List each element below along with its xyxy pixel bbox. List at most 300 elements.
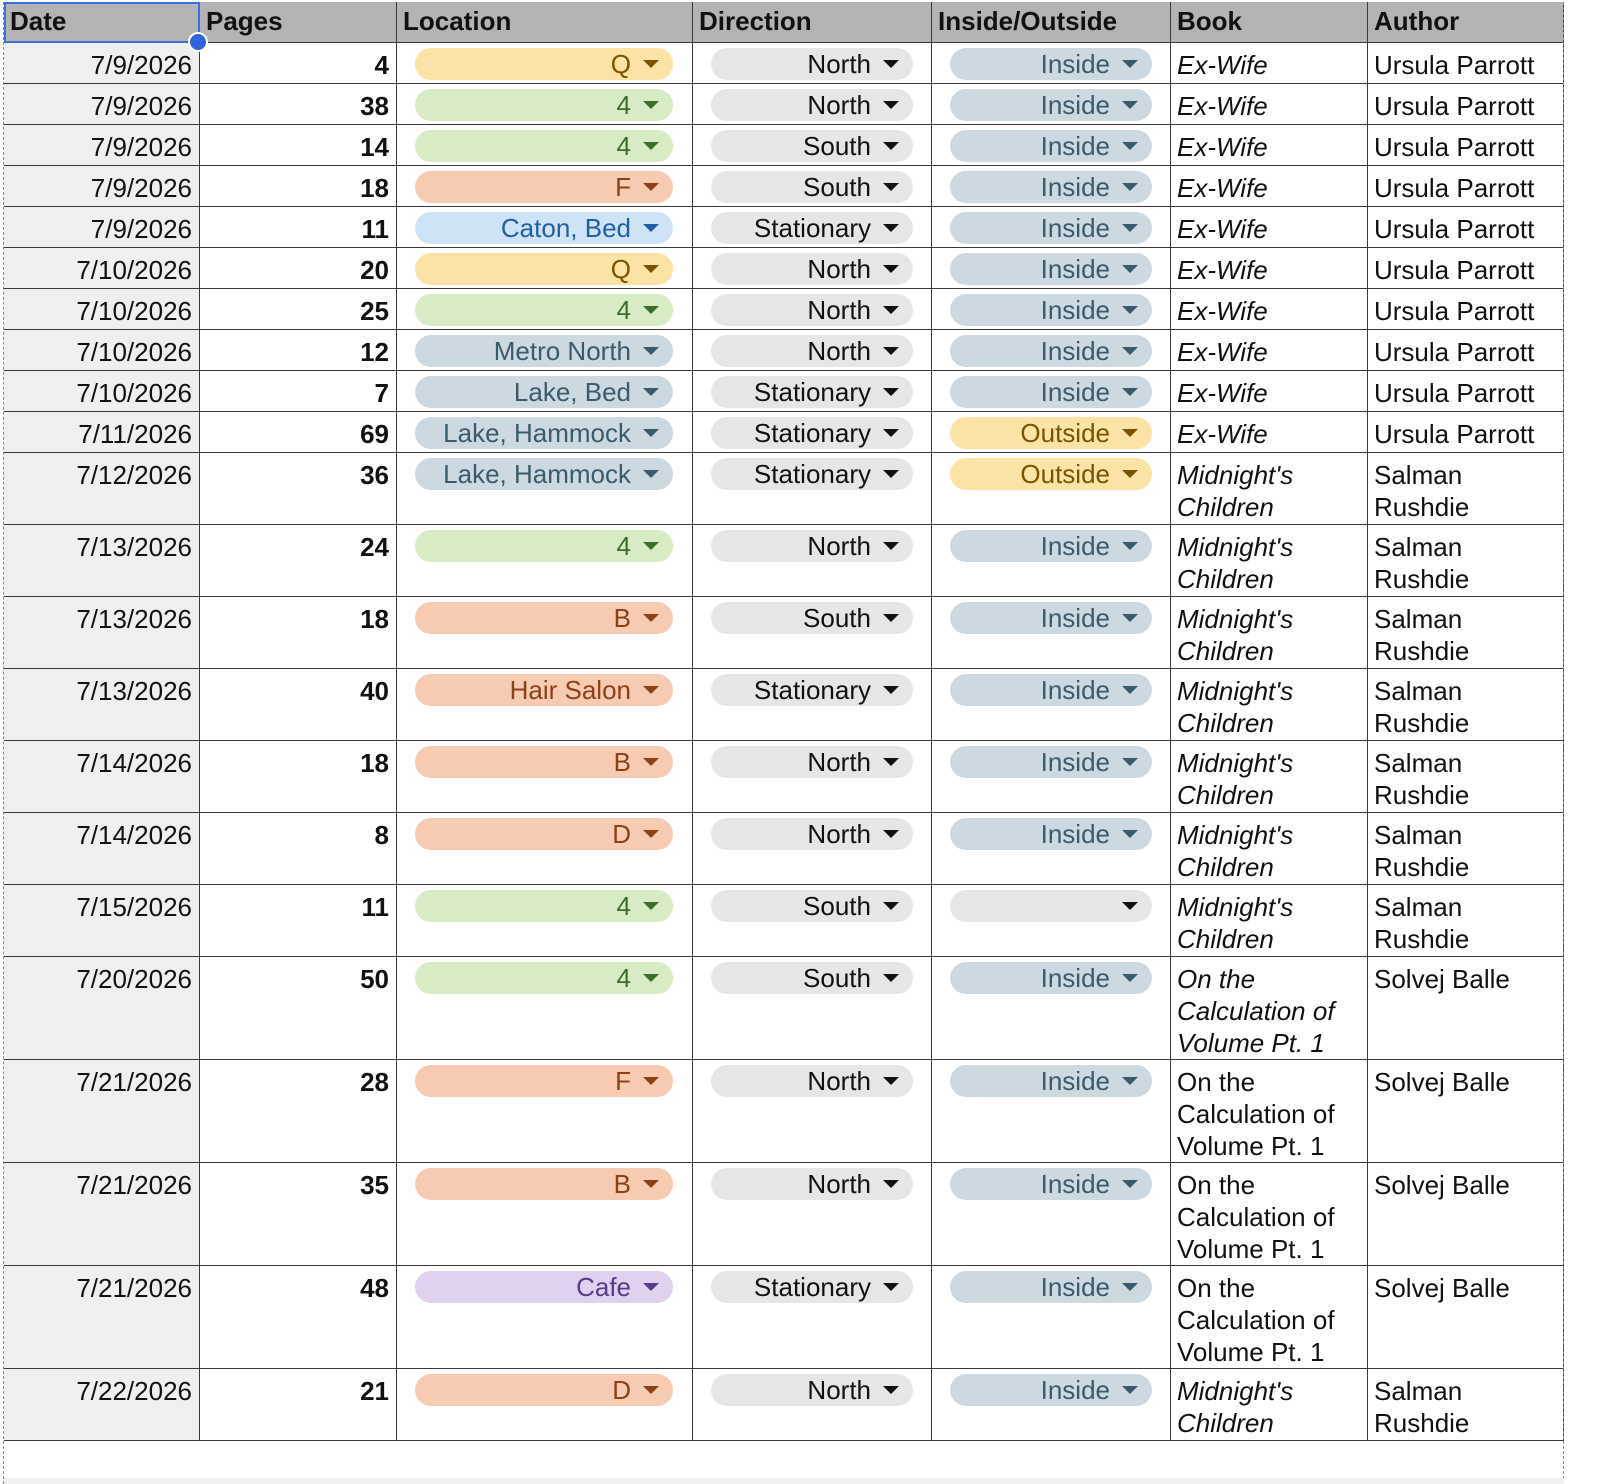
header-date-label: Date	[10, 6, 67, 36]
loc-dropdown[interactable]	[415, 746, 673, 778]
location-cell[interactable]	[397, 957, 693, 1060]
dir-dropdown[interactable]	[711, 130, 913, 162]
direction-cell[interactable]	[693, 207, 932, 248]
chevron-down-icon[interactable]	[883, 830, 899, 838]
table-row	[4, 1060, 1564, 1163]
chevron-down-icon[interactable]	[643, 1077, 659, 1085]
dir-dropdown[interactable]	[711, 1168, 913, 1200]
author-cell[interactable]: Ursula Parrott	[1368, 207, 1564, 248]
chevron-down-icon[interactable]	[643, 388, 659, 396]
author-cell[interactable]: Solvej Balle	[1368, 1266, 1564, 1369]
io-dropdown[interactable]	[950, 1168, 1152, 1200]
author-cell[interactable]: Ursula Parrott	[1368, 43, 1564, 84]
book-cell[interactable]: Midnight's Children	[1171, 525, 1368, 597]
io-dropdown[interactable]	[950, 376, 1152, 408]
direction-cell[interactable]	[693, 289, 932, 330]
location-cell[interactable]	[397, 330, 693, 371]
pages-cell[interactable]: 25	[200, 289, 397, 330]
loc-dropdown[interactable]	[415, 130, 673, 162]
book-cell[interactable]: Midnight's Children	[1171, 885, 1368, 957]
author-cell[interactable]: Ursula Parrott	[1368, 289, 1564, 330]
io-dropdown[interactable]	[950, 674, 1152, 706]
chevron-down-icon[interactable]	[1122, 542, 1138, 550]
direction-cell[interactable]	[693, 669, 932, 741]
chevron-down-icon[interactable]	[643, 429, 659, 437]
dir-dropdown[interactable]	[711, 458, 913, 490]
direction-cell[interactable]	[693, 525, 932, 597]
book-cell[interactable]: Ex-Wife	[1171, 330, 1368, 371]
io-dropdown[interactable]	[950, 171, 1152, 203]
inside-outside-cell[interactable]	[932, 371, 1171, 412]
chevron-down-icon[interactable]	[1122, 306, 1138, 314]
inside-outside-cell[interactable]	[932, 330, 1171, 371]
author-cell[interactable]: Salman Rushdie	[1368, 885, 1564, 957]
dir-dropdown[interactable]	[711, 1065, 913, 1097]
location-cell[interactable]	[397, 166, 693, 207]
date-cell[interactable]: 7/9/2026	[4, 207, 200, 248]
dir-value: South	[803, 131, 871, 161]
loc-dropdown[interactable]	[415, 962, 673, 994]
book-cell[interactable]: On the Calculation of Volume Pt. 1	[1171, 1060, 1368, 1163]
book-cell[interactable]: Ex-Wife	[1171, 289, 1368, 330]
location-cell[interactable]	[397, 525, 693, 597]
io-dropdown[interactable]	[950, 890, 1152, 922]
pages-cell[interactable]: 24	[200, 525, 397, 597]
chevron-down-icon[interactable]	[883, 758, 899, 766]
chevron-down-icon[interactable]	[1122, 974, 1138, 982]
pages-cell[interactable]: 21	[200, 1369, 397, 1441]
chevron-down-icon[interactable]	[1122, 1180, 1138, 1188]
chevron-down-icon[interactable]	[1122, 686, 1138, 694]
chevron-down-icon[interactable]	[643, 183, 659, 191]
pages-cell[interactable]: 48	[200, 1266, 397, 1369]
pages-cell[interactable]: 28	[200, 1060, 397, 1163]
author-cell[interactable]: Ursula Parrott	[1368, 166, 1564, 207]
book-cell[interactable]: Ex-Wife	[1171, 43, 1368, 84]
inside-outside-cell[interactable]	[932, 1266, 1171, 1369]
chevron-down-icon[interactable]	[883, 1283, 899, 1291]
dir-dropdown[interactable]	[711, 962, 913, 994]
inside-outside-cell[interactable]	[932, 453, 1171, 525]
loc-dropdown[interactable]	[415, 674, 673, 706]
pages-cell[interactable]: 8	[200, 813, 397, 885]
pages-cell[interactable]: 18	[200, 166, 397, 207]
location-cell[interactable]	[397, 885, 693, 957]
loc-dropdown[interactable]	[415, 458, 673, 490]
chevron-down-icon[interactable]	[883, 101, 899, 109]
pages-cell[interactable]: 20	[200, 248, 397, 289]
io-dropdown[interactable]	[950, 130, 1152, 162]
chevron-down-icon[interactable]	[643, 902, 659, 910]
loc-dropdown[interactable]	[415, 1271, 673, 1303]
chevron-down-icon[interactable]	[883, 388, 899, 396]
location-cell[interactable]	[397, 597, 693, 669]
date-cell[interactable]: 7/13/2026	[4, 669, 200, 741]
io-dropdown[interactable]	[950, 1065, 1152, 1097]
chevron-down-icon[interactable]	[883, 142, 899, 150]
inside-outside-cell[interactable]	[932, 957, 1171, 1060]
header-author[interactable]	[1368, 2, 1564, 43]
loc-value: Metro North	[493, 336, 631, 366]
author-cell[interactable]: Ursula Parrott	[1368, 330, 1564, 371]
dir-dropdown[interactable]	[711, 746, 913, 778]
loc-dropdown[interactable]	[415, 890, 673, 922]
author-cell[interactable]: Salman Rushdie	[1368, 669, 1564, 741]
chevron-down-icon[interactable]	[643, 224, 659, 232]
author-cell[interactable]: Salman Rushdie	[1368, 597, 1564, 669]
book-cell[interactable]: Ex-Wife	[1171, 166, 1368, 207]
chevron-down-icon[interactable]	[883, 347, 899, 355]
inside-outside-cell[interactable]	[932, 166, 1171, 207]
direction-cell[interactable]	[693, 412, 932, 453]
pages-cell[interactable]: 14	[200, 125, 397, 166]
chevron-down-icon[interactable]	[883, 614, 899, 622]
book-cell[interactable]: Ex-Wife	[1171, 125, 1368, 166]
chevron-down-icon[interactable]	[643, 614, 659, 622]
loc-dropdown[interactable]	[415, 253, 673, 285]
location-cell[interactable]	[397, 207, 693, 248]
chevron-down-icon[interactable]	[883, 542, 899, 550]
direction-cell[interactable]	[693, 1163, 932, 1266]
inside-outside-cell[interactable]	[932, 289, 1171, 330]
direction-cell[interactable]	[693, 1266, 932, 1369]
location-cell[interactable]	[397, 289, 693, 330]
io-dropdown[interactable]	[950, 818, 1152, 850]
io-dropdown[interactable]	[950, 602, 1152, 634]
chevron-down-icon[interactable]	[883, 1180, 899, 1188]
date-cell[interactable]: 7/10/2026	[4, 248, 200, 289]
header-book[interactable]	[1171, 2, 1368, 43]
book-cell[interactable]: Ex-Wife	[1171, 412, 1368, 453]
date-cell[interactable]: 7/22/2026	[4, 1369, 200, 1441]
author-cell[interactable]: Salman Rushdie	[1368, 1369, 1564, 1441]
inside-outside-cell[interactable]	[932, 248, 1171, 289]
chevron-down-icon[interactable]	[643, 347, 659, 355]
header-direction[interactable]	[693, 2, 932, 43]
pages-cell[interactable]: 18	[200, 597, 397, 669]
inside-outside-cell[interactable]	[932, 669, 1171, 741]
chevron-down-icon[interactable]	[883, 1077, 899, 1085]
author-cell[interactable]: Solvej Balle	[1368, 1163, 1564, 1266]
io-dropdown[interactable]	[950, 253, 1152, 285]
io-dropdown[interactable]	[950, 1374, 1152, 1406]
inside-outside-cell[interactable]	[932, 125, 1171, 166]
date-cell[interactable]: 7/9/2026	[4, 125, 200, 166]
book-cell[interactable]: Midnight's Children	[1171, 453, 1368, 525]
author-cell[interactable]: Ursula Parrott	[1368, 248, 1564, 289]
date-cell[interactable]: 7/12/2026	[4, 453, 200, 525]
date-cell[interactable]: 7/10/2026	[4, 289, 200, 330]
direction-cell[interactable]	[693, 84, 932, 125]
date-cell[interactable]: 7/9/2026	[4, 166, 200, 207]
direction-cell[interactable]	[693, 125, 932, 166]
book-cell[interactable]: Midnight's Children	[1171, 741, 1368, 813]
chevron-down-icon[interactable]	[1122, 902, 1138, 910]
location-cell[interactable]	[397, 453, 693, 525]
dir-dropdown[interactable]	[711, 602, 913, 634]
inside-outside-cell[interactable]	[932, 43, 1171, 84]
chevron-down-icon[interactable]	[1122, 265, 1138, 273]
loc-dropdown[interactable]	[415, 376, 673, 408]
date-cell[interactable]: 7/14/2026	[4, 741, 200, 813]
inside-outside-cell[interactable]	[932, 207, 1171, 248]
author-cell[interactable]: Salman Rushdie	[1368, 813, 1564, 885]
table-row	[4, 813, 1564, 885]
chevron-down-icon[interactable]	[1122, 758, 1138, 766]
inside-outside-cell[interactable]	[932, 597, 1171, 669]
io-dropdown[interactable]	[950, 1271, 1152, 1303]
chevron-down-icon[interactable]	[1122, 470, 1138, 478]
chevron-down-icon[interactable]	[883, 306, 899, 314]
dir-dropdown[interactable]	[711, 335, 913, 367]
chevron-down-icon[interactable]	[643, 1180, 659, 1188]
direction-cell[interactable]	[693, 1369, 932, 1441]
loc-dropdown[interactable]	[415, 818, 673, 850]
loc-dropdown[interactable]	[415, 294, 673, 326]
chevron-down-icon[interactable]	[1122, 614, 1138, 622]
chevron-down-icon[interactable]	[1122, 224, 1138, 232]
io-dropdown[interactable]	[950, 335, 1152, 367]
chevron-down-icon[interactable]	[1122, 429, 1138, 437]
book-cell[interactable]: Ex-Wife	[1171, 207, 1368, 248]
chevron-down-icon[interactable]	[1122, 830, 1138, 838]
chevron-down-icon[interactable]	[643, 60, 659, 68]
chevron-down-icon[interactable]	[1122, 142, 1138, 150]
direction-cell[interactable]	[693, 371, 932, 412]
location-cell[interactable]	[397, 125, 693, 166]
location-cell[interactable]	[397, 813, 693, 885]
book-cell[interactable]: On the Calculation of Volume Pt. 1	[1171, 1266, 1368, 1369]
header-date[interactable]	[4, 2, 200, 43]
loc-dropdown[interactable]	[415, 335, 673, 367]
direction-cell[interactable]	[693, 330, 932, 371]
author-cell[interactable]: Salman Rushdie	[1368, 741, 1564, 813]
loc-dropdown[interactable]	[415, 89, 673, 121]
chevron-down-icon[interactable]	[643, 265, 659, 273]
chevron-down-icon[interactable]	[643, 142, 659, 150]
pages-cell[interactable]: 35	[200, 1163, 397, 1266]
book-cell[interactable]: Midnight's Children	[1171, 813, 1368, 885]
inside-outside-cell[interactable]	[932, 84, 1171, 125]
inside-outside-cell[interactable]	[932, 1163, 1171, 1266]
dir-dropdown[interactable]	[711, 171, 913, 203]
author-cell[interactable]: Salman Rushdie	[1368, 525, 1564, 597]
direction-cell[interactable]	[693, 1060, 932, 1163]
chevron-down-icon[interactable]	[643, 470, 659, 478]
chevron-down-icon[interactable]	[1122, 101, 1138, 109]
dir-dropdown[interactable]	[711, 1271, 913, 1303]
chevron-down-icon[interactable]	[883, 902, 899, 910]
chevron-down-icon[interactable]	[1122, 347, 1138, 355]
pages-cell[interactable]: 12	[200, 330, 397, 371]
header-inside-outside[interactable]	[932, 2, 1171, 43]
location-cell[interactable]	[397, 669, 693, 741]
date-cell[interactable]: 7/13/2026	[4, 597, 200, 669]
location-cell[interactable]	[397, 1266, 693, 1369]
inside-outside-cell[interactable]	[932, 1060, 1171, 1163]
io-dropdown[interactable]	[950, 746, 1152, 778]
dir-dropdown[interactable]	[711, 1374, 913, 1406]
pages-cell[interactable]: 4	[200, 43, 397, 84]
io-dropdown[interactable]	[950, 530, 1152, 562]
location-cell[interactable]	[397, 84, 693, 125]
direction-cell[interactable]	[693, 166, 932, 207]
location-cell[interactable]	[397, 43, 693, 84]
pages-cell[interactable]: 11	[200, 207, 397, 248]
date-cell[interactable]: 7/9/2026	[4, 43, 200, 84]
book-cell[interactable]: Midnight's Children	[1171, 597, 1368, 669]
pages-cell[interactable]: 69	[200, 412, 397, 453]
dir-dropdown[interactable]	[711, 294, 913, 326]
loc-dropdown[interactable]	[415, 530, 673, 562]
io-dropdown[interactable]	[950, 417, 1152, 449]
dir-dropdown[interactable]	[711, 530, 913, 562]
direction-cell[interactable]	[693, 453, 932, 525]
pages-cell[interactable]: 11	[200, 885, 397, 957]
book-cell[interactable]: Midnight's Children	[1171, 1369, 1368, 1441]
dir-dropdown[interactable]	[711, 253, 913, 285]
io-dropdown[interactable]	[950, 294, 1152, 326]
io-dropdown[interactable]	[950, 89, 1152, 121]
loc-dropdown[interactable]	[415, 48, 673, 80]
chevron-down-icon[interactable]	[1122, 388, 1138, 396]
chevron-down-icon[interactable]	[643, 686, 659, 694]
dir-dropdown[interactable]	[711, 674, 913, 706]
chevron-down-icon[interactable]	[883, 265, 899, 273]
date-cell[interactable]: 7/20/2026	[4, 957, 200, 1060]
date-cell[interactable]: 7/13/2026	[4, 525, 200, 597]
direction-cell[interactable]	[693, 885, 932, 957]
selection-handle[interactable]	[188, 32, 208, 52]
date-cell[interactable]: 7/14/2026	[4, 813, 200, 885]
chevron-down-icon[interactable]	[883, 974, 899, 982]
pages-cell[interactable]: 50	[200, 957, 397, 1060]
chevron-down-icon[interactable]	[883, 224, 899, 232]
chevron-down-icon[interactable]	[643, 542, 659, 550]
direction-cell[interactable]	[693, 248, 932, 289]
date-cell[interactable]: 7/9/2026	[4, 84, 200, 125]
io-dropdown[interactable]	[950, 48, 1152, 80]
date-cell[interactable]: 7/11/2026	[4, 412, 200, 453]
dir-dropdown[interactable]	[711, 417, 913, 449]
chevron-down-icon[interactable]	[643, 974, 659, 982]
date-cell[interactable]: 7/15/2026	[4, 885, 200, 957]
dir-dropdown[interactable]	[711, 48, 913, 80]
direction-cell[interactable]	[693, 43, 932, 84]
book-cell[interactable]: On the Calculation of Volume Pt. 1	[1171, 957, 1368, 1060]
direction-cell[interactable]	[693, 597, 932, 669]
chevron-down-icon[interactable]	[1122, 1077, 1138, 1085]
author-cell[interactable]: Ursula Parrott	[1368, 371, 1564, 412]
dir-dropdown[interactable]	[711, 376, 913, 408]
loc-dropdown[interactable]	[415, 1065, 673, 1097]
loc-dropdown[interactable]	[415, 417, 673, 449]
book-cell[interactable]: On the Calculation of Volume Pt. 1	[1171, 1163, 1368, 1266]
author-cell[interactable]: Ursula Parrott	[1368, 125, 1564, 166]
header-pages[interactable]	[200, 2, 397, 43]
loc-dropdown[interactable]	[415, 602, 673, 634]
chevron-down-icon[interactable]	[883, 686, 899, 694]
pages-cell[interactable]: 40	[200, 669, 397, 741]
inside-outside-cell[interactable]	[932, 412, 1171, 453]
dir-dropdown[interactable]	[711, 212, 913, 244]
date-cell[interactable]: 7/21/2026	[4, 1266, 200, 1369]
location-cell[interactable]	[397, 371, 693, 412]
location-cell[interactable]	[397, 741, 693, 813]
chevron-down-icon[interactable]	[643, 1386, 659, 1394]
chevron-down-icon[interactable]	[883, 60, 899, 68]
loc-dropdown[interactable]	[415, 1374, 673, 1406]
date-cell[interactable]: 7/21/2026	[4, 1163, 200, 1266]
inside-outside-cell[interactable]	[932, 741, 1171, 813]
date-cell[interactable]: 7/10/2026	[4, 330, 200, 371]
author-cell[interactable]: Solvej Balle	[1368, 1060, 1564, 1163]
dir-dropdown[interactable]	[711, 89, 913, 121]
pages-cell[interactable]: 7	[200, 371, 397, 412]
pages-cell[interactable]: 36	[200, 453, 397, 525]
chevron-down-icon[interactable]	[883, 1386, 899, 1394]
pages-cell[interactable]: 38	[200, 84, 397, 125]
chevron-down-icon[interactable]	[643, 306, 659, 314]
header-location[interactable]	[397, 2, 693, 43]
chevron-down-icon[interactable]	[1122, 60, 1138, 68]
table-row	[4, 166, 1564, 207]
location-cell[interactable]	[397, 412, 693, 453]
chevron-down-icon[interactable]	[1122, 183, 1138, 191]
author-cell[interactable]: Ursula Parrott	[1368, 412, 1564, 453]
chevron-down-icon[interactable]	[1122, 1386, 1138, 1394]
inside-outside-cell[interactable]	[932, 525, 1171, 597]
author-cell[interactable]: Ursula Parrott	[1368, 84, 1564, 125]
chevron-down-icon[interactable]	[883, 183, 899, 191]
book-cell[interactable]: Ex-Wife	[1171, 371, 1368, 412]
chevron-down-icon[interactable]	[643, 1283, 659, 1291]
dir-dropdown[interactable]	[711, 818, 913, 850]
loc-dropdown[interactable]	[415, 212, 673, 244]
chevron-down-icon[interactable]	[883, 470, 899, 478]
location-cell[interactable]	[397, 1163, 693, 1266]
loc-dropdown[interactable]	[415, 1168, 673, 1200]
author-cell[interactable]: Salman Rushdie	[1368, 453, 1564, 525]
location-cell[interactable]	[397, 1060, 693, 1163]
inside-outside-cell[interactable]	[932, 1369, 1171, 1441]
chevron-down-icon[interactable]	[1122, 1283, 1138, 1291]
date-cell[interactable]: 7/21/2026	[4, 1060, 200, 1163]
pages-cell[interactable]: 18	[200, 741, 397, 813]
location-cell[interactable]	[397, 1369, 693, 1441]
chevron-down-icon[interactable]	[643, 830, 659, 838]
inside-outside-cell[interactable]	[932, 813, 1171, 885]
chevron-down-icon[interactable]	[883, 429, 899, 437]
book-cell[interactable]: Midnight's Children	[1171, 669, 1368, 741]
direction-cell[interactable]	[693, 957, 932, 1060]
io-dropdown[interactable]	[950, 458, 1152, 490]
author-cell[interactable]: Solvej Balle	[1368, 957, 1564, 1060]
io-dropdown[interactable]	[950, 212, 1152, 244]
io-dropdown[interactable]	[950, 962, 1152, 994]
chevron-down-icon[interactable]	[643, 101, 659, 109]
book-cell[interactable]: Ex-Wife	[1171, 248, 1368, 289]
date-cell[interactable]: 7/10/2026	[4, 371, 200, 412]
book-cell[interactable]: Ex-Wife	[1171, 84, 1368, 125]
direction-cell[interactable]	[693, 741, 932, 813]
location-cell[interactable]	[397, 248, 693, 289]
dir-dropdown[interactable]	[711, 890, 913, 922]
inside-outside-cell[interactable]	[932, 885, 1171, 957]
chevron-down-icon[interactable]	[643, 758, 659, 766]
direction-cell[interactable]	[693, 813, 932, 885]
loc-dropdown[interactable]	[415, 171, 673, 203]
